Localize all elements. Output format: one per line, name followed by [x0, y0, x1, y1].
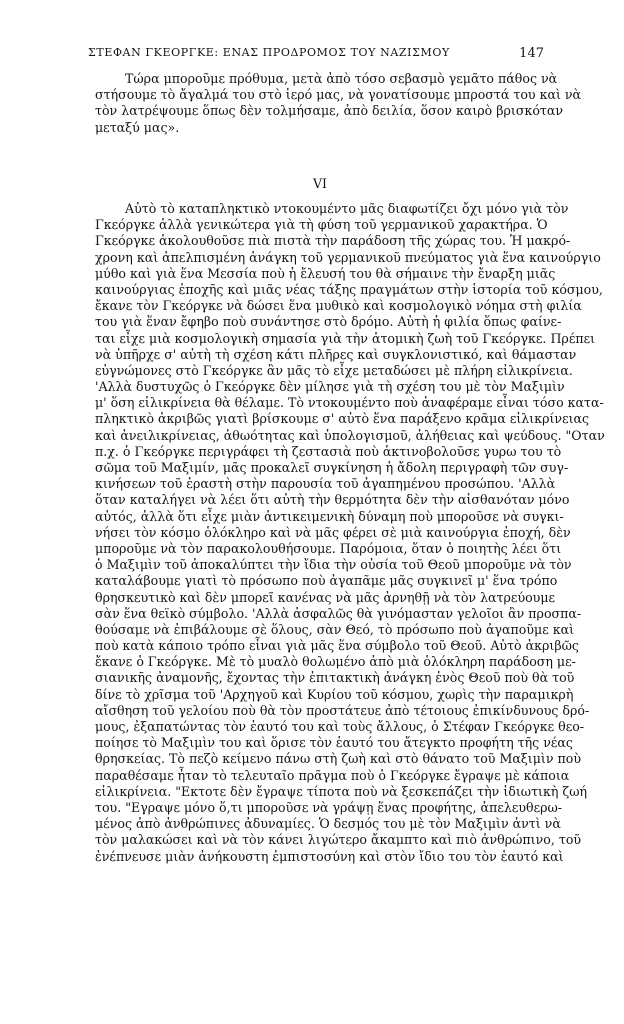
text-line: π.χ. ὁ Γκεόργκε περιγράφει τὴ ζεστασιὰ ποὺ ἀκτινοβολοῦσε γυρω του τὸ [95, 443, 562, 459]
text-line: θούσαμε νὰ ἐπιβάλουμε σὲ ὅλους, σὰν Θεό, τὸ πρόσωπο ποὺ ἀγαποῦμε καὶ [95, 621, 575, 637]
text-line: ποὺ κατὰ κάποιο τρόπο εἶναι γιὰ μᾶς ἕνα σύμβολο τοῦ Θεοῦ. Αὐτὸ ἀκριβῶς [95, 638, 579, 654]
text-line: εἰλικρίνεια. "Εκτοτε δὲν ἔγραψε τίποτα ποὺ νὰ ξεσκεπάζει τὴν ἰδιωτικὴ ζωή [95, 783, 588, 799]
text-line: μεταξύ μας». [95, 119, 180, 135]
text-line: θρησκευτικὸ καὶ δὲν μπορεῖ κανένας νὰ μᾶς ἀρνηθῇ νὰ τὸν λατρεύουμε [95, 589, 556, 605]
text-line: πληκτικὸ ἀκριβῶς γιατὶ βρίσκουμε σ' αὐτὸ ἕνα παράξενο κρᾶμα εἰλικρίνειας [95, 411, 590, 427]
text-line: σὰν ἕνα θεϊκὸ σύμβολο. 'Αλλὰ ἀσφαλῶς θὰ γινόμασταν γελοῖοι ἂν προσπα- [95, 605, 582, 621]
text-line: σῶμα τοῦ Μαξιμίν, μᾶς προκαλεῖ συγκίνηση ἡ ἄδολη περιγραφὴ τῶν συγ- [95, 460, 569, 475]
paragraph-intro [95, 71, 582, 136]
text-line: θρησκείας. Τὸ πεζὸ κείμενο πάνω στὴ ζωὴ καὶ στὸ θάνατο τοῦ Μαξιμὶν ποὺ [95, 751, 582, 767]
text-line: μους, ἐξαπατώντας τὸν ἑαυτό του καὶ τοὺς ἄλλους, ὁ Στέφαν Γκεόργκε θεο- [95, 719, 585, 734]
paragraph-main [95, 201, 605, 865]
text-line: μένος ἀπὸ ἀνθρώπινες ἀδυναμίες. Ὁ δεσμός του μὲ τὸν Μαξιμὶν ἀντὶ νὰ [95, 816, 561, 832]
text-line: ποίησε τὸ Μαξιμὶν του καὶ ὅρισε τὸν ἑαυτό του ἄτεγκτο προφήτη τῆς νέας [95, 735, 573, 751]
text-line: δίνε τὸ χρῖσμα τοῦ 'Αρχηγοῦ καὶ Κυρίου τοῦ κόσμου, χωρὶς τὴν παραμικρὴ [95, 686, 574, 702]
text-line: κινήσεων τοῦ ἐραστὴ στὴν παρουσία τοῦ ἀγαπημένου προσώπου. 'Αλλὰ [95, 476, 556, 492]
text-line: Τώρα μποροῦμε πρόθυμα, μετὰ ἀπὸ τόσο σεβασμὸ γεμᾶτο πάθος νὰ [125, 71, 558, 86]
text-line: τὸν μαλακώσει καὶ νὰ τὸν κάνει λιγώτερο ἄκαμπτο καὶ πιὸ ἀνθρώπινο, τοῦ [95, 832, 582, 848]
text-line: καταλάβουμε γιατὶ τὸ πρόσωπο ποὺ ἀγαπᾶμε μᾶς συγκινεῖ μ' ἕνα τρόπο [95, 573, 558, 589]
text-line: χρονη καὶ ἀπελπισμένη ἀνάγκη τοῦ γερμανικοῦ πνεύματος γιὰ ἕνα καινούργιο [95, 249, 601, 265]
section-heading: VI [312, 176, 328, 191]
text-line: ται εἶχε μιὰ κοσμολογικὴ σημασία γιὰ τὴν ἀτομικὴ ζωὴ τοῦ Γκεόργκε. Πρέπει [95, 330, 596, 346]
text-line: Γκεόργκε ἀκολουθοῦσε πιὰ πιστὰ τὴν παράδοση τῆς χώρας του. Ἡ μακρό- [95, 233, 571, 249]
text-line: ὁ Μαξιμὶν τοῦ ἀποκαλύπτει τὴν ἴδια τὴν οὐσία τοῦ Θεοῦ μποροῦμε νὰ τὸν [95, 557, 572, 573]
text-line: του γιὰ ἕναν ἔφηβο ποὺ συνάντησε στὸ δρόμο. Αὐτὴ ἡ φιλία ὅπως φαίνε- [95, 314, 562, 330]
text-line: Αὐτὸ τὸ καταπληκτικὸ ντοκουμέντο μᾶς διαφωτίζει ὄχι μόνο γιὰ τὸν [125, 201, 569, 216]
header-title: ΣΤΕΦΑΝ ΓΚΕΟΡΓΚΕ: ΕΝΑΣ ΠΡΟΔΡΟΜΟΣ ΤΟΥ ΝΑΖΙΣΜΟΥ [88, 46, 450, 59]
text-line: 'Αλλὰ δυστυχῶς ὁ Γκεόργκε δὲν μίλησε γιὰ τὴ σχέση του μὲ τὸν Μαξιμὶν [95, 379, 565, 395]
text-line: του. "Εγραψε μόνο ὅ,τι μποροῦσε νὰ γράψῃ ἕνας προφήτης, ἀπελευθερω- [95, 799, 563, 815]
text-line: αὐτός, ἀλλὰ ὅτι εἶχε μιὰν ἀντικειμενικὴ δύναμη ποὺ μποροῦσε νὰ συγκι- [95, 508, 564, 524]
text-line: στήσουμε τὸ ἄγαλμά του στὸ ἱερό μας, νὰ γονατίσουμε μπροστά του καὶ νὰ [95, 87, 582, 103]
text-line: Γκεόργκε ἀλλὰ γενικώτερα γιὰ τὴ φύση τοῦ γερμανικοῦ χαρακτήρα. Ὁ [95, 217, 548, 233]
text-line: μποροῦμε νὰ τὸν παρακολουθήσουμε. Παρόμοια, ὅταν ὁ ποιητὴς λέει ὅτι [95, 540, 562, 556]
text-line: μ' ὅση εἰλικρίνεια θὰ θέλαμε. Τὸ ντοκουμέντο ποὺ ἀναφέραμε εἶναι τόσο κατα- [95, 395, 604, 411]
text-line: καὶ ἀνειλικρίνειας, ἀθωότητας καὶ ὑπολογισμοῦ, ἀλήθειας καὶ ψεύδους. "Οταν [95, 427, 605, 443]
text-line: ἔκανε τὸν Γκεόργκε νὰ δώσει ἕνα μυθικὸ καὶ κοσμολογικὸ νόημα στὴ φιλία [95, 298, 582, 314]
text-line: παραθέσαμε ἦταν τὸ τελευταῖο πρᾶγμα ποὺ ὁ Γκεόργκε ἔγραψε μὲ κάποια [95, 767, 570, 783]
text-line: τὸν λατρέψουμε ὅπως δὲν τολμήσαμε, ἀπὸ δειλία, ὅσον καιρὸ βρισκόταν [95, 103, 564, 119]
text-line: αἴσθηση τοῦ γελοίου ποὺ θὰ τὸν προστάτευε ἀπὸ τέτοιους ἐπικίνδυνους δρό- [95, 702, 590, 718]
text-line: μύθο καὶ γιὰ ἕνα Μεσσία ποὺ ἡ ἔλευσή του θὰ σήμαινε τὴν ἔναρξη μιᾶς [95, 265, 556, 281]
text-line: ἔκανε ὁ Γκεόργκε. Μὲ τὸ μυαλὸ θολωμένο ἀπὸ μιὰ ὁλόκληρη παράδοση με- [95, 654, 576, 670]
text-line: σιανικῆς ἀναμονῆς, ἔχοντας τὴν ἐπιτακτικὴ ἀνάγκη ἑνὸς Θεοῦ ποὺ θὰ τοῦ [95, 670, 575, 686]
text-line: ὅταν καταλήγει νὰ λέει ὅτι αὐτὴ τὴν θερμότητα δὲν τὴν αἰσθανόταν μόνο [95, 492, 570, 508]
text-line: καινούργιας ἐποχῆς καὶ μιᾶς νέας τάξης πραγμάτων στὴν ἱστορία τοῦ κόσμου, [95, 281, 603, 297]
page-number: 147 [519, 46, 544, 61]
text-line: εὐγνώμονες στὸ Γκεόργκε ἂν μᾶς τὸ εἶχε μεταδώσει μὲ πλήρη εἰλικρίνεια. [95, 362, 573, 378]
text-line: νὰ ὑπῆρχε σ' αὐτὴ τὴ σχέση κάτι πλῆρες καὶ συγκλονιστικό, καὶ θάμασταν [95, 346, 577, 362]
text-line: νήσει τὸν κόσμο ὁλόκληρο καὶ νὰ μᾶς φέρει σὲ μιὰ καινούργια ἐποχή, δὲν [95, 524, 571, 540]
text-line: ἐνέπνευσε μιὰν ἀνήκουστη ἐμπιστοσύνη καὶ στὸν ἴδιο του τὸν ἑαυτό καὶ [95, 848, 564, 864]
